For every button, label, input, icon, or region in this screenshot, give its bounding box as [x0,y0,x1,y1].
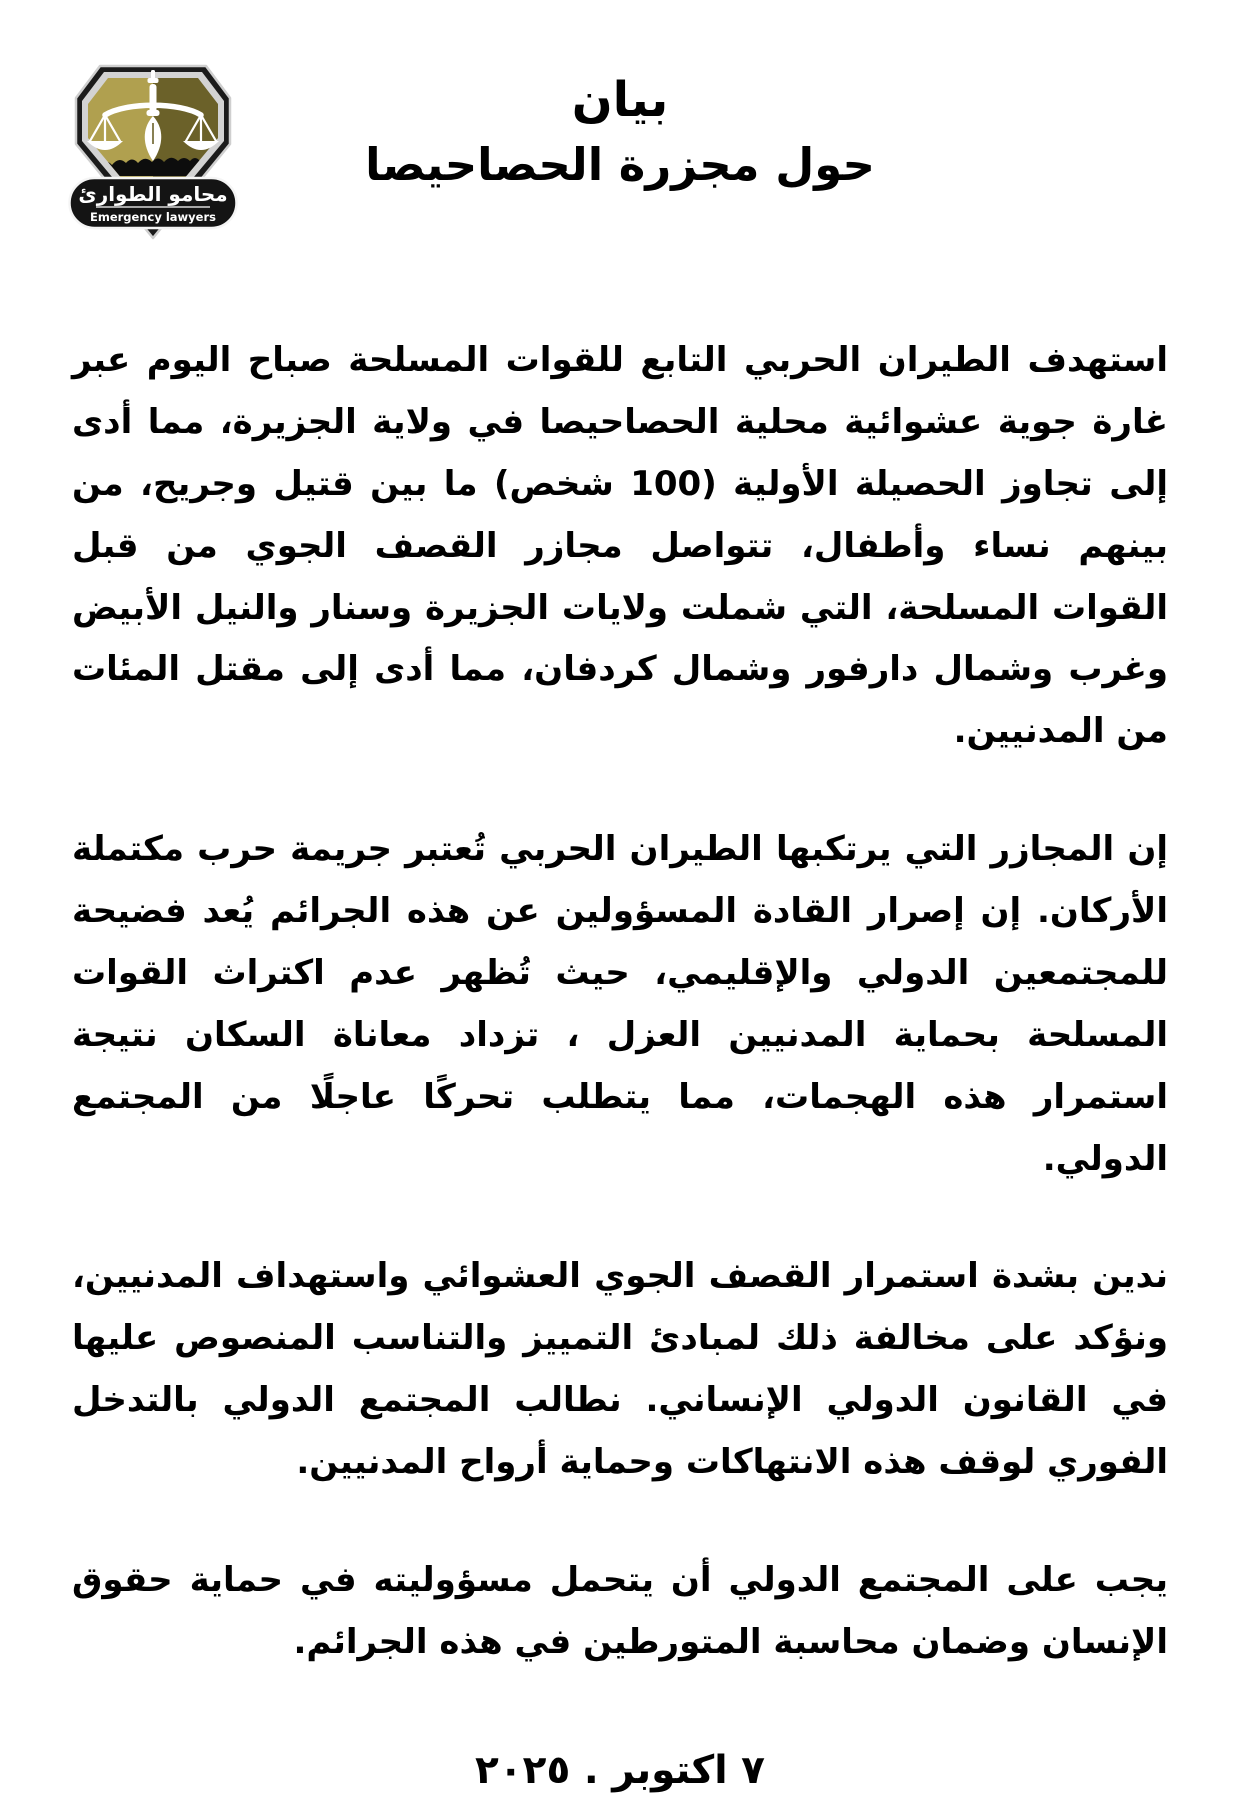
logo-english-name: Emergency lawyers [90,210,216,224]
statement-subtitle: حول مجزرة الحصاحيصا [365,138,875,191]
logo-arabic-name: محامو الطوارئ [78,182,228,206]
paragraph-condemnation: ندين بشدة استمرار القصف الجوي العشوائي واستهداف المدنيين، ونؤكد على مخالفة ذلك لمبادئ التمييز والتناسب المنصوص عليها في القانون الدولي الإنساني. نطالب المجتمع الدولي بالتدخل الفوري لوقف هذه الانتهاكات وحماية أرواح المدنيين. [72,1256,1168,1482]
statement-title: بيان [571,72,669,128]
paragraph-war-crime: إن المجازر التي يرتكبها الطيران الحربي تُعتبر جريمة حرب مكتملة الأركان. إن إصرار القادة المسؤولين عن هذه الجرائم يُعد فضيحة للمجتمعين الدولي والإقليمي، حيث تُظهر عدم اكتراث القوات المسلحة بحماية المدنيين العزل ، تزداد معاناة السكان نتيجة استمرار هذه الهجمات، مما يتطلب تحركًا عاجلًا من المجتمع الدولي. [72,829,1168,1179]
paragraph-airstrike-report: استهدف الطيران الحربي التابع للقوات المسلحة صباح اليوم عبر غارة جوية عشوائية محلية الحصاحيصا في ولاية الجزيرة، مما أدى إلى تجاوز الحصيلة الأولية (100 شخص) ما بين قتيل وجريح، من بينهم نساء وأطفال، تتواصل مجازر القصف الجوي من قبل القوات المسلحة، التي شملت ولايات الجزيرة وسنار والنيل الأبيض وغرب وشمال دارفور وشمال كردفان، مما أدى إلى مقتل المئات من المدنيين. [72,340,1169,752]
statement-body [72,330,1168,1807]
statement-date: ٧ اكتوبر . ٢٠٢٥ [475,1747,765,1793]
paragraph-international-responsibility: يجب على المجتمع الدولي أن يتحمل مسؤوليته في حماية حقوق الإنسان وضمان محاسبة المتورطين في هذه الجرائم. [72,1559,1168,1662]
statement-header [0,72,1240,191]
